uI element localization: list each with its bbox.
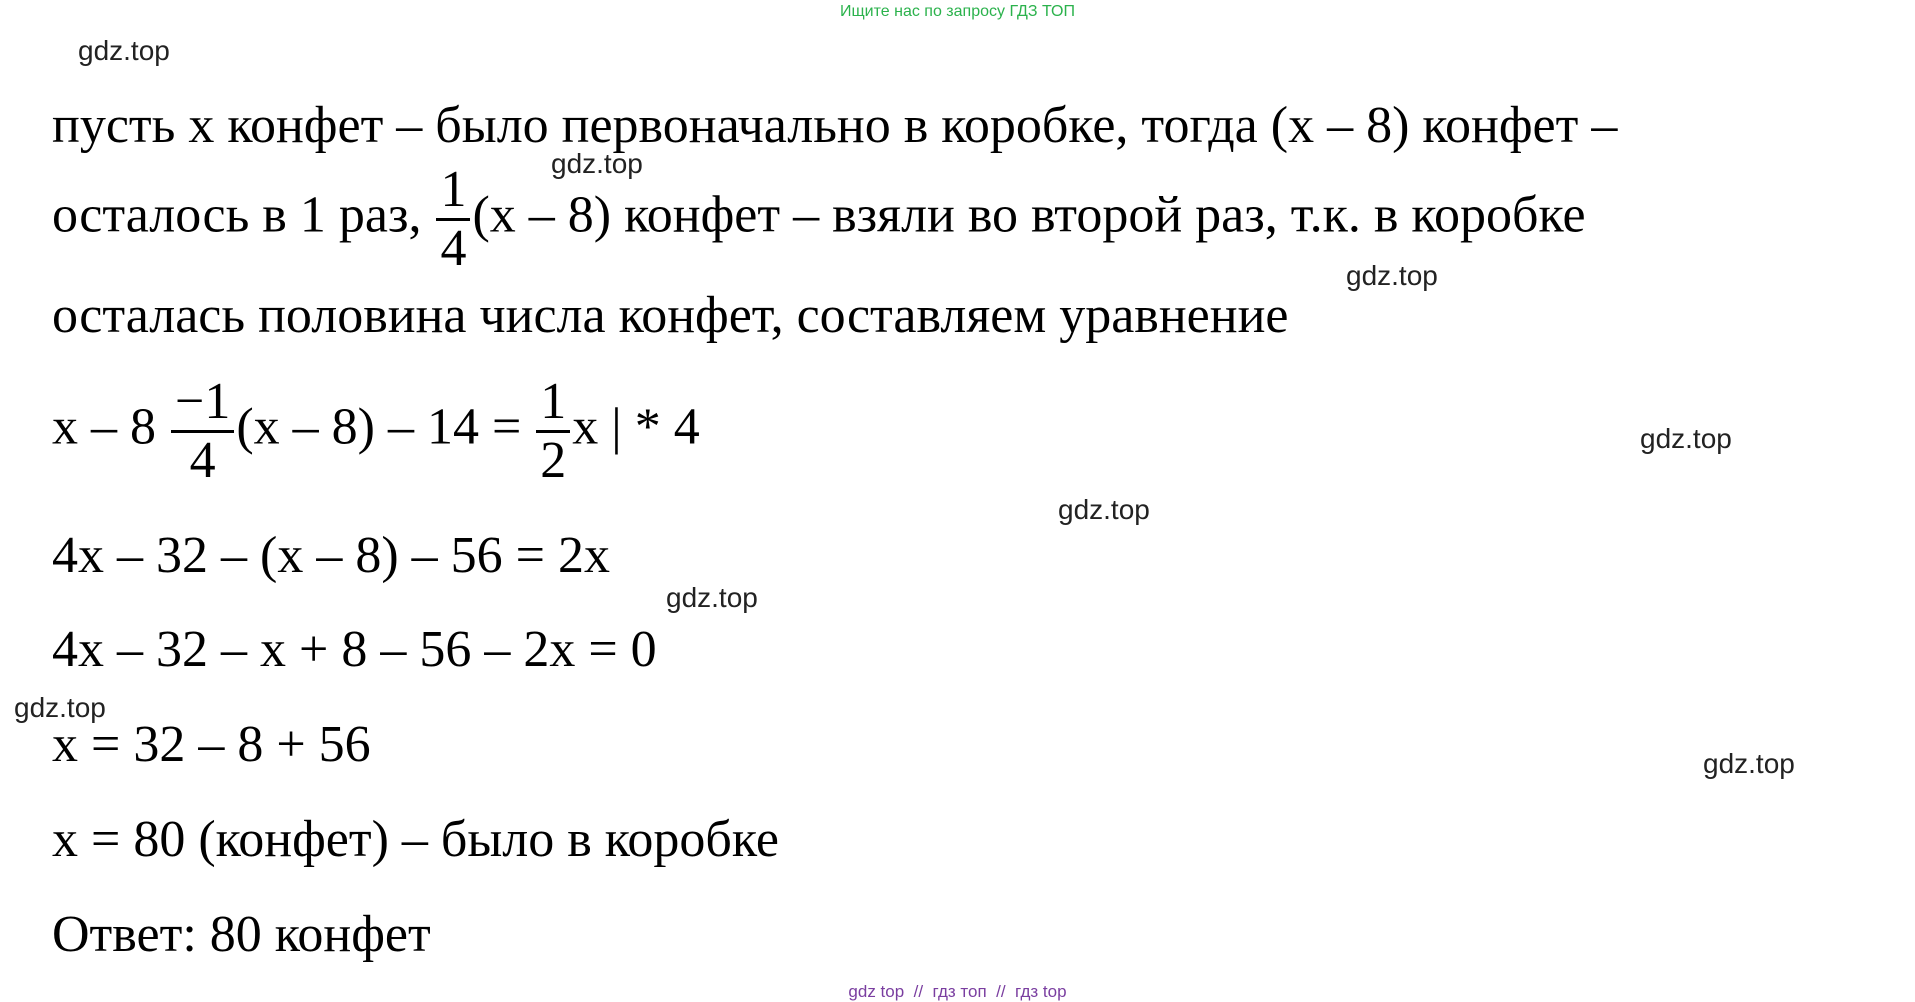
watermark: gdz.top xyxy=(1058,494,1150,525)
equation-4: x = 32 – 8 + 56 xyxy=(52,716,371,773)
footer-links xyxy=(0,982,1915,1002)
watermark: gdz.top xyxy=(14,692,106,723)
footer-separator: // xyxy=(913,982,924,1001)
solution-line-3: осталась половина числа конфет, составляем уравнение xyxy=(52,287,1289,344)
fraction-numerator: 1 xyxy=(536,376,570,433)
search-ad-banner[interactable]: Ищите нас по запросу ГДЗ ТОП xyxy=(840,3,1075,20)
answer-line: Ответ: 80 конфет xyxy=(52,906,431,963)
footer-link[interactable]: гдз топ xyxy=(932,982,987,1001)
equation-5: x = 80 (конфет) – было в коробке xyxy=(52,811,779,868)
equation-2: 4x – 32 – (x – 8) – 56 = 2x xyxy=(52,527,610,584)
fraction-denominator: 2 xyxy=(540,432,567,489)
solution-line-1: пусть x конфет – было первоначально в коробке, тогда (x – 8) конфет – xyxy=(52,97,1618,154)
equation-1 xyxy=(52,373,700,489)
fraction-one-quarter xyxy=(436,161,470,277)
equation-3: 4x – 32 – x + 8 – 56 – 2x = 0 xyxy=(52,621,657,678)
equation-1-before: x – 8 xyxy=(52,398,169,456)
footer-separator: // xyxy=(996,982,1006,1001)
fraction-numerator: 1 xyxy=(436,164,470,221)
equation-1-middle: (x – 8) – 14 = xyxy=(236,398,535,456)
watermark: gdz.top xyxy=(1703,748,1795,779)
fraction-numerator: −1 xyxy=(171,376,234,433)
fraction-denominator: 4 xyxy=(189,432,216,489)
footer-link[interactable]: gdz top xyxy=(848,982,905,1001)
watermark: gdz.top xyxy=(78,35,170,66)
equation-1-after: x | * 4 xyxy=(572,398,700,456)
fraction-minus-one-quarter xyxy=(171,373,234,489)
watermark: gdz.top xyxy=(666,582,758,613)
watermark: gdz.top xyxy=(1346,260,1438,291)
footer-link[interactable]: гдз top xyxy=(1015,982,1067,1001)
fraction-one-half xyxy=(536,373,570,489)
fraction-denominator: 4 xyxy=(440,220,467,277)
line-2-text-after: (x – 8) конфет – взяли во второй раз, т.к. в коробке xyxy=(472,186,1586,244)
watermark: gdz.top xyxy=(551,148,643,179)
watermark: gdz.top xyxy=(1640,423,1732,454)
line-2-text-before: осталось в 1 раз, xyxy=(52,186,435,244)
